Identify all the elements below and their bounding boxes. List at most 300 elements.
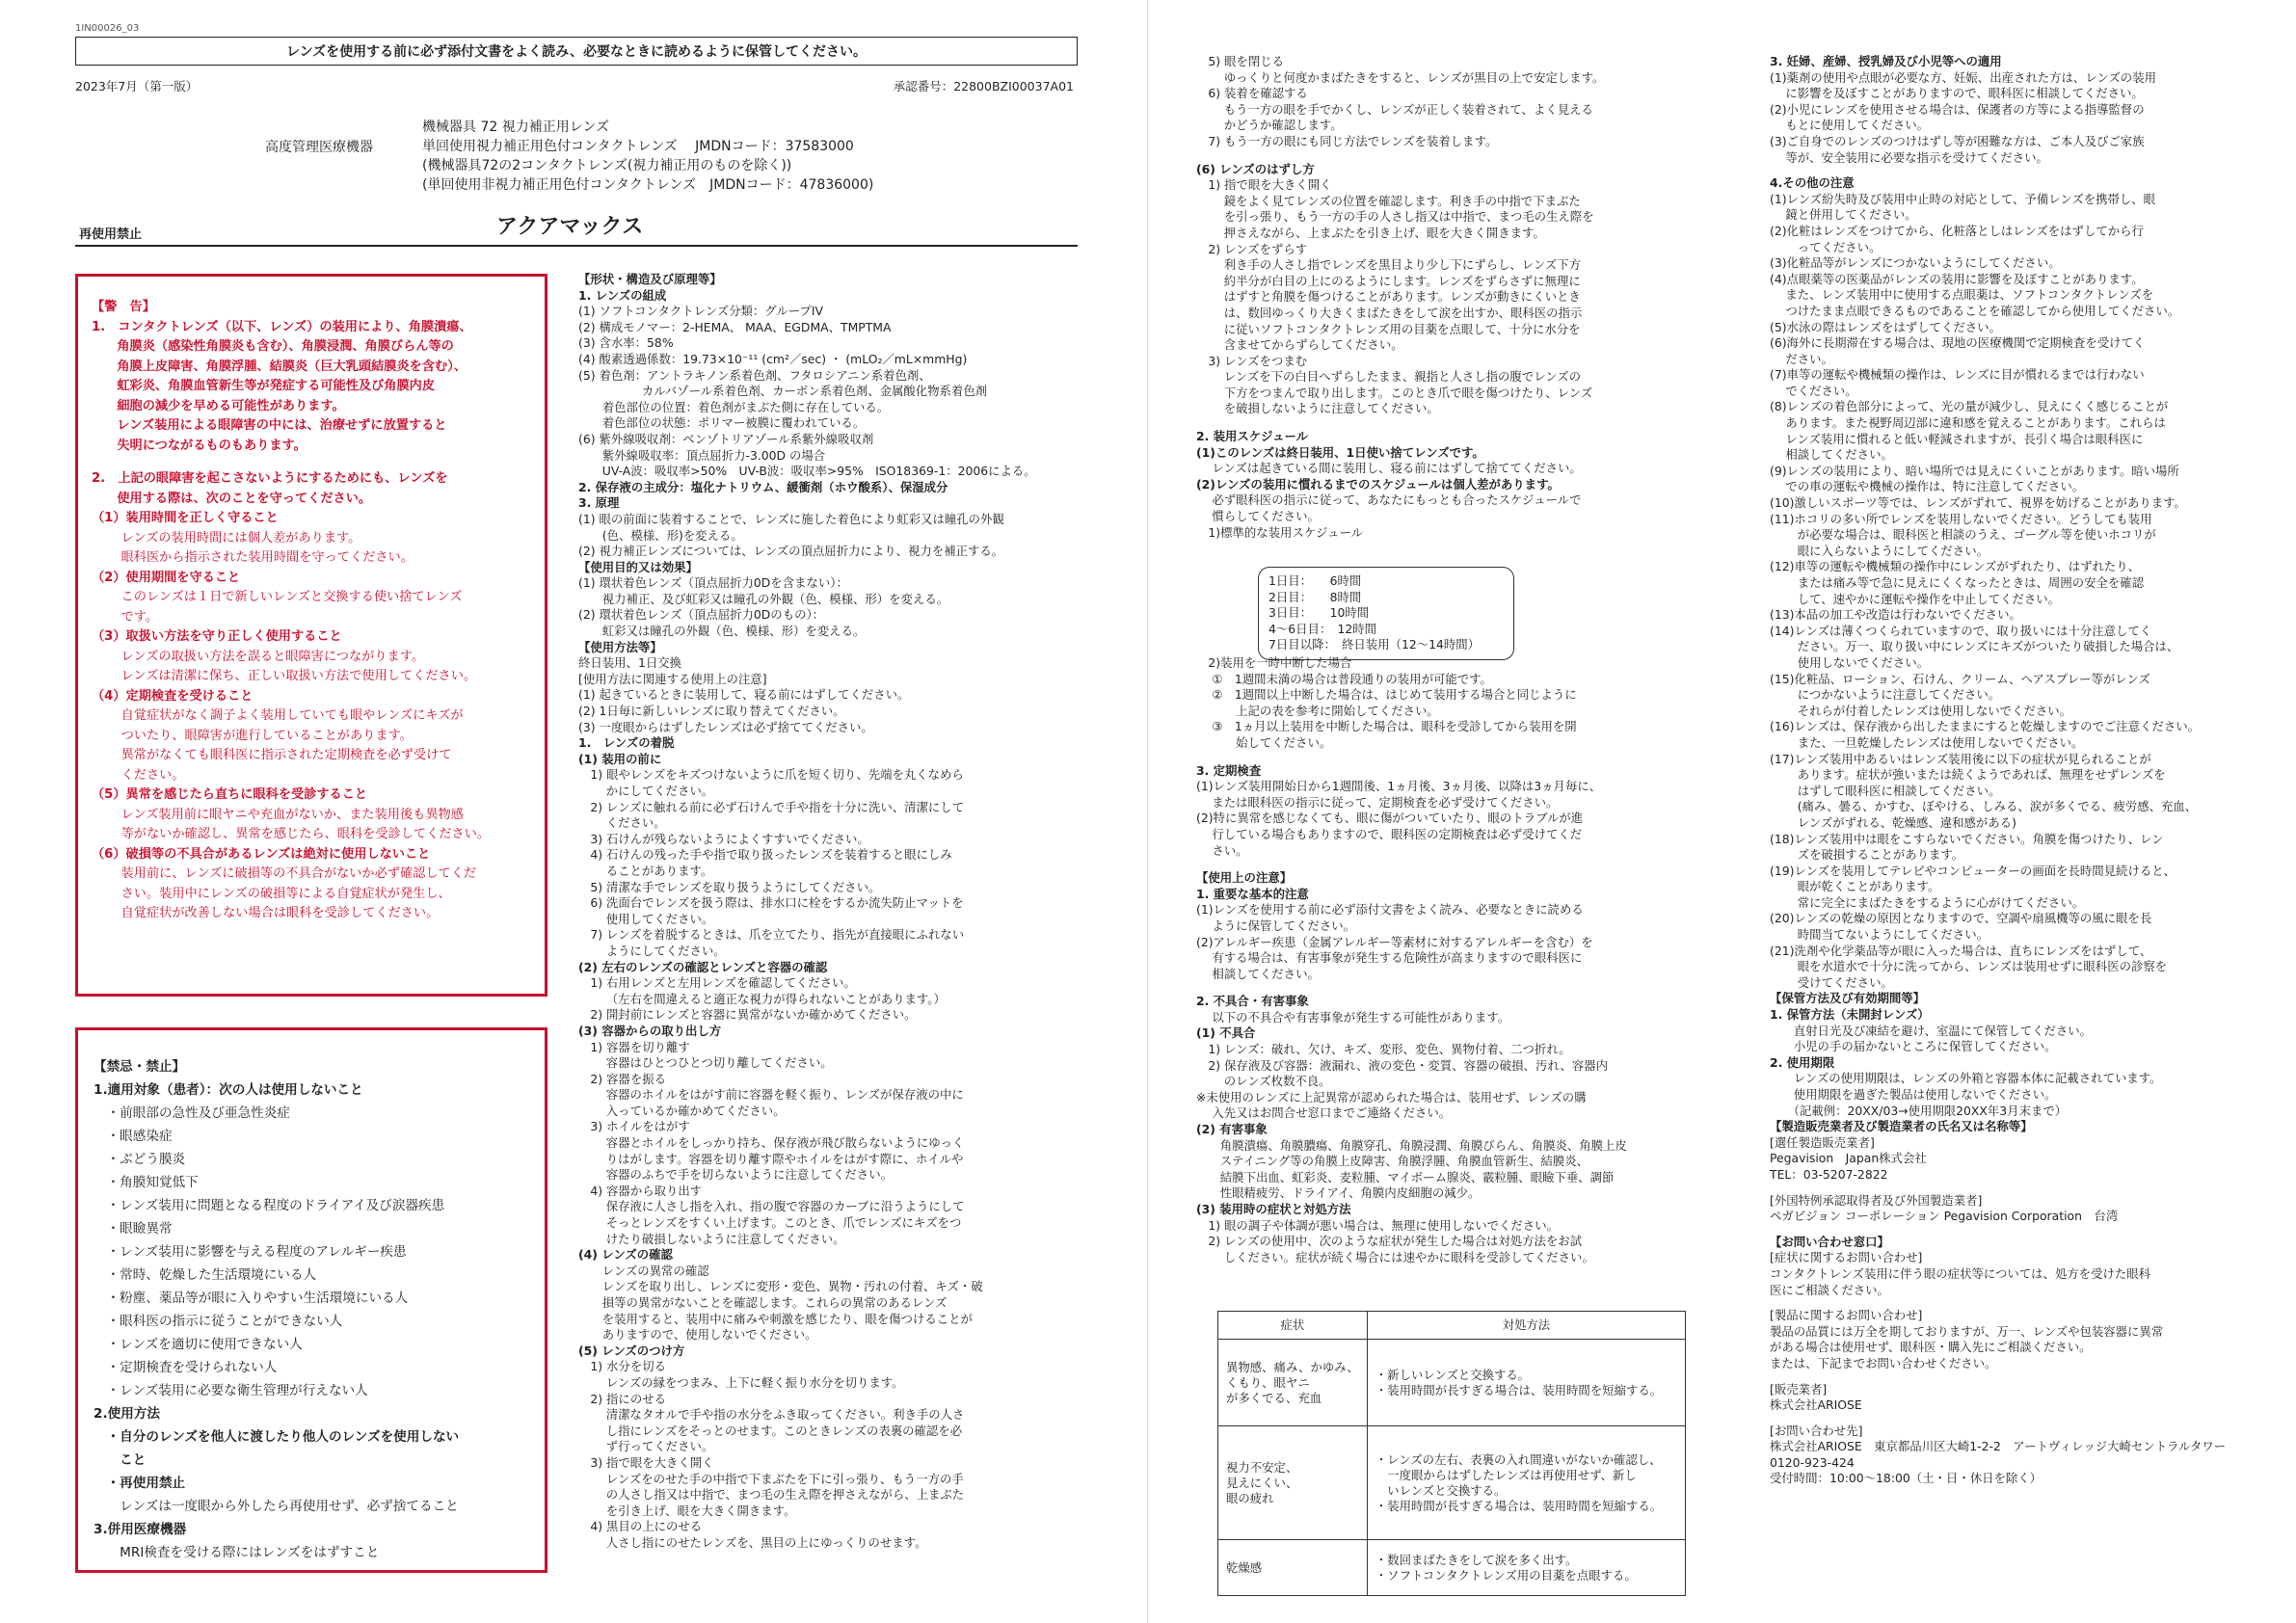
text-line: レンズを下の白目へずらしたまま、親指と人さし指の腹でレンズの: [1196, 369, 1582, 385]
text-line: しください。症状が続く場合には速やかに眼科を受診してください。: [1196, 1249, 1594, 1264]
text-line: 2) 保存液及び容器：液漏れ、液の変色・変質、容器の破損、汚れ、容器内: [1196, 1057, 1609, 1073]
text-line: 1. 重要な基本的注意: [1196, 886, 1309, 901]
text-line: 容器のホイルをはがす前に容器を軽く振り、レンズが保存液の中に: [578, 1087, 964, 1103]
text-line: 【製造販売業者及び製造業者の氏名又は名称等】: [1770, 1119, 2033, 1134]
text-line: （6）破損等の不具合があるレンズは絶対に使用しないこと: [92, 846, 431, 862]
text-line: (10)激しいスポーツ等では、レンズがずれて、視界を妨げることがあります。: [1770, 495, 2186, 511]
text-line: ・眼科医の指示に従うことができない人: [93, 1314, 343, 1329]
text-line: 小児の手の届かないところに保管してください。: [1770, 1039, 2057, 1054]
text-line: かどうか確認します。: [1196, 118, 1343, 133]
text-line: ・レンズ装用に問題となる程度のドライアイ及び涙器疾患: [93, 1198, 445, 1213]
text-line: [お問い合わせ先]: [1770, 1423, 1863, 1438]
text-line: 2) 開封前にレンズと容器に異常がないか確かめてください。: [578, 1007, 917, 1023]
text-line: または痛み等で急に見えにくくなったときは、周囲の安全を確認: [1770, 575, 2145, 590]
device-line: 単回使用視力補正用色付コンタクトレンズ JMDNコード：37583000: [422, 139, 854, 154]
text-line: 1日目： 6時間: [1268, 573, 1362, 588]
text-line: こと: [93, 1452, 147, 1468]
text-line: ようにしてください。: [578, 943, 726, 958]
text-line: もう一方の眼を手でかくし、レンズが正しく装着されて、よく見える: [1196, 101, 1593, 117]
text-line: 2) レンズをずらす: [1196, 241, 1308, 256]
text-line: 始してください。: [1196, 734, 1332, 750]
text-line: 使用する際は、次のことを守ってください。: [92, 491, 372, 506]
text-line: ※未使用のレンズに上記異常が認められた場合は、装用せず、レンズの購: [1196, 1089, 1587, 1104]
text-line: それらが付着したレンズは使用しないでください。: [1770, 703, 2072, 718]
text-line: 眼科医から指示された装用時間を守ってください。: [92, 550, 414, 565]
text-line: (4) 酸素透過係数：19.73×10⁻¹¹ (cm²／sec) ・ (mLO₂／mL×mmHg): [578, 351, 968, 366]
text-line: ・ぶどう膜炎: [93, 1152, 186, 1167]
text-line: (1) 環状着色レンズ（頂点屈折力0Dを含まない）：: [578, 575, 848, 591]
text-line: を破損しないように注意してください。: [1196, 401, 1439, 416]
text-line: ・粉塵、薬品等が眼に入りやすい生活環境にいる人: [93, 1290, 409, 1306]
text-line: 虹彩炎、角膜血管新生等が発症する可能性及び角膜内皮: [92, 379, 436, 393]
text-line: (14)レンズは薄くつくられていますので、取り扱いには十分注意してく: [1770, 623, 2152, 638]
text-line: 3. 原理: [578, 495, 620, 511]
text-line: (12)車等の運転や機械類の操作中にレンズがずれたり、はずれたり、: [1770, 559, 2141, 574]
text-line: 3. 妊婦、産婦、授乳婦及び小児等への適用: [1770, 54, 2002, 68]
text-line: 自覚症状が改善しない場合は眼科を受診してください。: [92, 906, 440, 920]
text-line: (2)小児にレンズを使用させる場合は、保護者の方等による指導監督の: [1770, 101, 2145, 117]
text-line: (3)化粧品等がレンズにつかないようにしてください。: [1770, 255, 2061, 271]
text-line: 失明につながるものもあります。: [92, 438, 307, 453]
device-line: 機械器具 72 視力補正用レンズ: [422, 120, 609, 135]
text-line: 2. 不具合・有害事象: [1196, 994, 1309, 1009]
column-3-top: [1196, 54, 1604, 541]
text-line: 2. 使用期限: [1770, 1054, 1835, 1070]
text-line: UV-A波：吸収率>50% UV-B波：吸収率>95% ISO18369-1：2006による。: [578, 464, 1036, 479]
text-line: 眼に入らないようにしてください。: [1770, 543, 1989, 558]
text-line: または、下記までお問い合わせください。: [1770, 1355, 1997, 1370]
text-line: 【使用目的又は効果】: [578, 559, 698, 574]
text-line: 2) レンズに触れる前に必ず石けんで手や指を十分に洗い、清潔にして: [578, 799, 965, 814]
warning-box: [75, 274, 547, 997]
text-line: 1)標準的な装用スケジュール: [1196, 524, 1364, 540]
text-line: 必ず眼科医の指示に従って、あなたにもっとも合ったスケジュールで: [1196, 492, 1582, 508]
text-line: 結膜下出血、虹彩炎、麦粒腫、マイボーム腺炎、霰粒腫、眼瞼下垂、調節: [1196, 1169, 1615, 1184]
text-line: ② 1週間以上中断した場合は、はじめて装用する場合と同じように: [1196, 687, 1577, 703]
text-line: あります。症状が強いまたは続くようであれば、無理をせずレンズを: [1770, 767, 2166, 783]
text-line: [1770, 1225, 2226, 1235]
text-line: レンズの縁をつまみ、上下に軽く振り水分を切ります。: [578, 1374, 904, 1390]
text-line: かにしてください。: [578, 784, 714, 798]
text-line: （1）装用時間を正しく守ること: [92, 511, 279, 525]
text-line: 虹彩又は瞳孔の外観（色、模様、形）を変える。: [578, 624, 866, 639]
text-line: 容器とホイルをしっかり持ち、保存液が飛び散らないようにゆっく: [578, 1135, 965, 1151]
left-page: [0, 0, 1147, 1623]
text-line: ・レンズを適切に使用できない人: [93, 1337, 303, 1352]
text-line: (2)化粧はレンズをつけてから、化粧落としはレンズをはずしてから行: [1770, 223, 2144, 238]
schedule-box: [1258, 567, 1514, 660]
text-line: ありますので、使用しないでください。: [578, 1327, 817, 1343]
text-line: (3)ご自身でのレンズのつけはずし等が困難な方は、ご本人及びご家族: [1770, 133, 2145, 148]
text-line: [1770, 166, 2226, 175]
text-line: は、数回ゆっくり大きくまばたきをして涙を出すか、眼科医の指示: [1196, 305, 1583, 320]
text-line: コンタクトレンズ装用に伴う眼の症状等については、処方を受けた眼科: [1770, 1265, 2151, 1281]
text-line: (1) 装用の前に: [578, 751, 662, 766]
text-line: 終日装用、1日交換: [578, 655, 682, 671]
text-line: カルバゾール系着色剤、カーボン系着色剤、金属酸化物系着色剤: [578, 384, 988, 399]
text-line: 7日目以降： 終日装用（12～14時間）: [1268, 637, 1481, 652]
text-line: (2)特に異常を感じなくても、眼に傷がついていたり、眼のトラブルが進: [1196, 811, 1584, 826]
text-line: (16)レンズは、保存液から出したままにすると乾燥しますのでご注意ください。: [1770, 719, 2201, 734]
text-line: レンズの異常の確認: [578, 1263, 709, 1278]
text-line: 損等の異常がないことを確認します。これらの異常のあるレンズ: [578, 1295, 948, 1310]
text-line: 4) 石けんの残った手や指で取り扱ったレンズを装着すると眼にしみ: [578, 847, 952, 863]
text-line: 行している場合もありますので、眼科医の定期検査は必ず受けてくだ: [1196, 826, 1583, 841]
text-line: 2. 保存液の主成分：塩化ナトリウム、緩衝剤（ホウ酸系）、保湿成分: [578, 479, 948, 494]
text-line: [1770, 1372, 2226, 1382]
reuse-prohibited: 再使用禁止: [79, 227, 143, 242]
text-line: (色、模様、形)を変える。: [578, 527, 743, 543]
text-line: (5)水泳の際はレンズをはずしてください。: [1770, 319, 2001, 334]
text-line: TEL：03-5207-2822: [1770, 1166, 1888, 1182]
text-line: 眼を水道水で十分に洗ってから、レンズは装用せずに眼科医の診察を: [1770, 959, 2168, 974]
text-line: 着色部位の状態：ポリマー被膜に覆われている。: [578, 415, 866, 431]
text-line: (3) 装用時の症状と対処方法: [1196, 1202, 1351, 1216]
text-line: （左右を間違えると適正な視力が得られないことがあります。）: [578, 991, 946, 1006]
text-line: 7) レンズを着脱するときは、爪を立てたり、指先が直接眼にふれない: [578, 927, 965, 943]
text-line: つけたまま点眼できるものであることを確認してから使用してください。: [1770, 303, 2180, 318]
text-line: 3) ホイルをはがす: [578, 1119, 690, 1134]
text-line: 2.使用方法: [93, 1406, 160, 1422]
text-line: 1. レンズの組成: [578, 287, 667, 303]
text-line: 人さし指にのせたレンズを、黒目の上にゆっくりのせます。: [578, 1534, 927, 1550]
text-line: このレンズは１日で新しいレンズと交換する使い捨てレンズ: [92, 590, 463, 604]
issue-date: 2023年7月（第一版）: [75, 79, 199, 93]
text-line: (1)薬剤の使用や点眼が必要な方、妊娠、出産された方は、レンズの装用: [1770, 69, 2156, 85]
text-line: レンズ装用に慣れると低い軽減されますが、長引く場合は眼科医に: [1770, 431, 2144, 446]
column-2: [578, 272, 1036, 1552]
text-line: して、速やかに運転や操作を中止してください。: [1770, 591, 2061, 606]
text-line: (6) レンズのはずし方: [1196, 161, 1315, 176]
text-line: はずすと角膜を傷つけることがあります。レンズが動きにくいとき: [1196, 289, 1581, 305]
text-line: ・再使用禁止: [93, 1476, 186, 1491]
text-line: ・眼瞼異常: [93, 1221, 173, 1237]
text-line: 容器のふちで手を切らないように注意してください。: [578, 1167, 893, 1183]
text-line: レンズ装用前に眼ヤニや充血がないか、また装用後も異物感: [92, 807, 464, 822]
text-line: 下方をつまんで取り出します。このとき爪で眼を傷つけたり、レンズ: [1196, 385, 1593, 400]
text-line: ください。: [578, 815, 666, 831]
text-line: 0120-923-424: [1770, 1454, 1855, 1470]
text-line: 医にご相談ください。: [1770, 1282, 1889, 1297]
text-line: (5) レンズのつけ方: [578, 1343, 685, 1358]
text-line: ペガビジョン コーポレーション Pegavision Corporation 台湾: [1770, 1209, 2119, 1224]
text-line: あります。また視野周辺部に違和感を覚えることがあります。これらは: [1770, 415, 2166, 431]
text-line: 4～6日目： 12時間: [1268, 621, 1377, 636]
column-4: [1770, 54, 2226, 1487]
text-line: [選任製造販売業者]: [1770, 1134, 1875, 1150]
text-line: (3) 一度眼からはずしたレンズは必ず捨ててください。: [578, 719, 873, 734]
text-line: 眼が乾くことがあります。: [1770, 879, 1940, 894]
text-line: 1) 眼の調子や体調が悪い場合は、無理に使用しないでください。: [1196, 1217, 1559, 1233]
action-cell: ・新しいレンズと交換する。 ・装用時間が長すぎる場合は、装用時間を短縮する。: [1367, 1340, 1685, 1426]
text-line: （2）使用期間を守ること: [92, 570, 241, 585]
text-line: (1)このレンズは終日装用、1日使い捨てレンズです。: [1196, 444, 1484, 460]
text-line: に影響を及ぼすことがありますので、眼科医に相談してください。: [1770, 86, 2144, 101]
text-line: (6)海外に長期滞在する場合は、現地の医療機関で定期検査を受けてく: [1770, 335, 2146, 351]
text-line: 2) 容器を振る: [578, 1071, 666, 1086]
text-line: 使用してください。: [578, 911, 714, 926]
text-line: 保存液に人さし指を入れ、指の腹で容器のカーブに沿うようにして: [578, 1199, 965, 1214]
text-line: 角膜潰瘍、角膜膿瘍、角膜穿孔、角膜浸潤、角膜びらん、角膜炎、角膜上皮: [1196, 1137, 1627, 1153]
class-label: 高度管理医療機器: [265, 140, 373, 155]
text-line: (2)レンズの装用に慣れるまでのスケジュールは個人差があります。: [1196, 476, 1560, 492]
text-line: を引っ張り、もう一方の手の人さし指又は中指で、まつ毛の生え際を: [1196, 209, 1594, 225]
approval-number: 承認番号：22800BZI00037A01: [893, 79, 1074, 93]
text-line: 含ませてからずらしてください。: [1196, 337, 1403, 353]
text-line: ・眼感染症: [93, 1129, 173, 1144]
text-line: そっとレンズをすくい上げます。このとき、爪でレンズにキズをつ: [578, 1215, 962, 1231]
action-cell: ・数回まばたきをして涙を多く出す。 ・ソフトコンタクトレンズ用の目薬を点眼する。: [1367, 1540, 1685, 1596]
text-line: 3) レンズをつまむ: [1196, 353, 1308, 368]
text-line: ように保管してください。: [1196, 918, 1356, 933]
warning-content: [92, 298, 490, 924]
text-line: 直射日光及び凍結を避け、室温にて保管してください。: [1770, 1023, 2093, 1038]
text-line: [症状に関するお問い合わせ]: [1770, 1250, 1923, 1265]
text-line: ③ 1ヵ月以上装用を中断した場合は、眼科を受診してから装用を開: [1196, 719, 1577, 734]
text-line: 【使用方法等】: [578, 639, 662, 654]
text-line: に従いソフトコンタクトレンズ用の目薬を点眼して、十分に水分を: [1196, 321, 1581, 336]
text-line: レンズは清潔に保ち、正しい取扱い方法で使用してください。: [92, 669, 477, 683]
contraindication-content: [93, 1055, 459, 1564]
text-line: 6) 洗面台でレンズを扱う際は、排水口に栓をするか流失防止マットを: [578, 895, 964, 911]
text-line: (2)アレルギー疾患（金属アレルギー等素材に対するアレルギーを含む）を: [1196, 934, 1593, 949]
text-line: ず行ってください。: [578, 1439, 714, 1454]
device-line: (単回使用非視力補正用色付コンタクトレンズ JMDNコード：47836000): [422, 177, 874, 193]
text-line: 2. 上記の眼障害を起こさないようにするためにも、レンズを: [92, 471, 448, 486]
text-line: 入先又はお問合せ窓口までご連絡ください。: [1196, 1105, 1452, 1121]
text-line: はずして眼科医に相談してください。: [1770, 783, 2001, 798]
text-line: (17)レンズ装用中あるいはレンズ装用後に以下の症状が見られることが: [1770, 751, 2151, 766]
text-line: (1) 起きているときに装用して、寝る前にはずしてください。: [578, 687, 910, 703]
text-line: 2) 指にのせる: [578, 1391, 666, 1406]
text-line: [1196, 752, 1627, 763]
text-line: ・常時、乾燥した生活環境にいる人: [93, 1267, 317, 1283]
text-line: [1196, 859, 1627, 870]
text-line: 【使用上の注意】: [1196, 870, 1293, 886]
text-line: 慣らしてください。: [1196, 509, 1320, 524]
contraindication-box: [75, 1027, 547, 1573]
text-line: 3.併用医療機器: [93, 1522, 187, 1537]
text-line: (3) 含水率：58%: [578, 335, 674, 351]
text-line: 受付時間：10:00～18:00（土・日・休日を除く）: [1770, 1471, 2042, 1486]
text-line: (20)レンズの乾燥の原因となりますので、空調や扇風機等の風に眼を長: [1770, 911, 2152, 926]
text-line: りはがします。容器を切り離す際やホイルをはがす際に、ホイルや: [578, 1151, 964, 1166]
text-line: 装用前に、レンズに破損等の不具合がないか必ず確認してくだ: [92, 866, 477, 881]
text-line: レンズは一度眼から外したら再使用せず、必ず捨てること: [93, 1499, 459, 1514]
text-line: レンズ装用による眼障害の中には、治療せずに放置すると: [92, 418, 447, 433]
text-line: [使用方法に関連する使用上の注意]: [578, 671, 767, 686]
text-line: 2日目： 8時間: [1268, 589, 1362, 604]
text-line: (5) 着色剤：アントラキノン系着色剤、フタロシアニン系着色剤、: [578, 367, 931, 383]
text-line: がある場合は使用せず、眼科医・購入先にご相談ください。: [1770, 1340, 2092, 1355]
text-line: （5）異常を感じたら直ちに眼科を受診すること: [92, 787, 368, 802]
warning-title: 【警 告】: [92, 300, 155, 314]
right-page: [1148, 0, 2296, 1623]
text-line: (11)ホコリの多い所でレンズを装用しないでください。どうしても装用: [1770, 511, 2152, 526]
text-line: につかないように注意してください。: [1770, 687, 2001, 703]
text-line: 製品の品質には万全を期しておりますが、万一、レンズや包装容器に異常: [1770, 1323, 2164, 1339]
text-line: 5) 清潔な手でレンズを取り扱うようにしてください。: [578, 879, 881, 894]
text-line: さい。: [1196, 842, 1248, 858]
text-line: 【保管方法及び有効期間等】: [1770, 991, 1926, 1006]
text-line: 等が、安全装用に必要な指示を受けてください。: [1770, 149, 2048, 165]
doc-code: 1IN00026_03: [75, 23, 140, 34]
text-line: レンズの取扱い方法を誤ると眼障害につながります。: [92, 649, 425, 664]
text-line: 常に完全にまばたきをするように心がけてください。: [1770, 894, 2085, 910]
text-line: ・レンズ装用に影響を与える程度のアレルギー疾患: [93, 1244, 407, 1260]
text-line: 細胞の減少を早める可能性があります。: [92, 398, 345, 413]
device-line: (機械器具72の2コンタクトレンズ(視力補正用のものを除く)): [422, 158, 792, 173]
text-line: ・自分のレンズを他人に渡したり他人のレンズを使用しない: [93, 1429, 460, 1445]
text-line: ・レンズ装用に必要な衛生管理が行えない人: [93, 1383, 368, 1398]
text-line: 等がないか確認し、異常を感じたら、眼科を受診してください。: [92, 827, 491, 841]
text-line: (痛み、曇る、かすむ、ぼやける、しみる、涙が多くでる、疲労感、充血、: [1770, 799, 2198, 814]
text-line: [1770, 1414, 2226, 1423]
text-line: 【お問い合わせ窓口】: [1770, 1234, 1889, 1249]
text-line: レンズがずれる、乾燥感、違和感がある): [1770, 814, 2016, 830]
text-line: Pegavision Japan株式会社: [1770, 1151, 1927, 1166]
text-line: 3. 定期検査: [1196, 762, 1262, 778]
text-line: レンズは起きている間に装用し、寝る前にはずして捨ててください。: [1196, 461, 1582, 476]
text-line: し指にレンズをそっとのせます。このときレンズの表裏の確認を必: [578, 1423, 963, 1438]
text-line: ズを破損することがあります。: [1770, 847, 1964, 863]
text-line: ステイニング等の角膜上皮障害、角膜浮腫、角膜血管新生、結膜炎、: [1196, 1154, 1589, 1169]
text-line: 容器はひとつひとつ切り離してください。: [578, 1055, 833, 1071]
text-line: さい。装用中にレンズの破損等による自覚症状が発生し、: [92, 886, 451, 901]
text-line: [外国特例承認取得者及び外国製造業者]: [1770, 1192, 1983, 1208]
text-line: (1) 不具合: [1196, 1025, 1256, 1041]
text-line: 【禁忌・禁止】: [93, 1059, 186, 1075]
text-line: もとに使用してください。: [1770, 118, 1930, 133]
text-line: 【形状・構造及び原理等】: [578, 272, 722, 286]
text-line: (2) 左右のレンズの確認とレンズと容器の確認: [578, 959, 828, 974]
text-line: ってください。: [1770, 239, 1882, 254]
text-line: (1)レンズ装用開始日から1週間後、1ヵ月後、3ヵ月後、以降は3ヵ月毎に、: [1196, 779, 1602, 794]
text-line: （4）定期検査を受けること: [92, 688, 254, 704]
text-line: 自覚症状がなく調子よく装用していても眼やレンズにキズが: [92, 708, 464, 723]
text-line: のレンズ枚数不良。: [1196, 1074, 1331, 1089]
text-line: (18)レンズ装用中は眼をこすらないでください。角膜を傷つけたり、レン: [1770, 831, 2164, 846]
text-line: 7) もう一方の眼にも同じ方法でレンズを装着します。: [1196, 133, 1498, 148]
text-line: 2) レンズの使用中、次のような症状が発生した場合は対処方法をお試: [1196, 1234, 1583, 1249]
text-line: 相談してください。: [1196, 966, 1320, 981]
text-line: または眼科医の指示に従って、定期検査を必ず受けてください。: [1196, 794, 1559, 810]
text-line: でください。: [1770, 383, 1857, 398]
text-line: ゆっくりと何度かまばたきをすると、レンズが黒目の上で安定します。: [1196, 69, 1605, 85]
text-line: 受けてください。: [1770, 974, 1893, 990]
text-line: また、レンズ装用中に使用する点眼薬は、ソフトコンタクトレンズを: [1770, 287, 2154, 303]
text-line: ・前眼部の急性及び亜急性炎症: [93, 1105, 290, 1121]
text-line: ださい。万一、取り扱い中にレンズにキズがついたり破損した場合は、: [1770, 639, 2179, 654]
text-line: (2) 有害事象: [1196, 1122, 1268, 1137]
text-line: 角膜上皮障害、角膜浮腫、結膜炎（巨大乳頭結膜炎を含む）、: [92, 359, 467, 374]
text-line: 1) 水分を切る: [578, 1359, 666, 1374]
text-line: (1)レンズ紛失時及び装用中止時の対応として、予備レンズを携帯し、眼: [1770, 191, 2156, 206]
text-line: レンズの使用期限は、レンズの外箱と容器本体に記載されています。: [1770, 1071, 2162, 1086]
text-line: を引き上げ、眼を大きく開きます。: [578, 1503, 796, 1518]
column-3-bottom: [1196, 655, 1627, 1265]
text-line: [販売業者]: [1770, 1381, 1828, 1397]
text-line: (3) 容器からの取り出し方: [578, 1023, 722, 1038]
notice-box: [75, 37, 1078, 66]
text-line: ① 1週間未満の場合は普段通りの装用が可能です。: [1196, 671, 1492, 686]
text-line: ることがあります。: [578, 863, 713, 878]
text-line: (2) 環状着色レンズ（頂点屈折力0Dのもの）：: [578, 607, 825, 623]
symptom-header: 症状: [1218, 1312, 1368, 1340]
text-line: 1) 右用レンズと左用レンズを確認してください。: [578, 975, 856, 991]
title-rule: [75, 245, 1078, 247]
text-line: 1) レンズ：破れ、欠け、キズ、変形、変色、異物付着、二つ折れ。: [1196, 1042, 1571, 1057]
text-line: [製品に関するお問い合わせ]: [1770, 1308, 1923, 1323]
text-line: (8)レンズの着色部分によって、光の量が減少し、見えにくく感じることが: [1770, 399, 2169, 414]
text-line: 清潔なタオルで手や指の水分をふき取ってください。利き手の人さ: [578, 1407, 965, 1423]
text-line: 角膜炎（感染性角膜炎も含む）、角膜浸潤、角膜びらん等の: [92, 339, 454, 354]
text-line: 鏡と併用してください。: [1770, 207, 1917, 223]
text-line: 4.その他の注意: [1770, 175, 1855, 191]
text-line: (4) レンズの確認: [578, 1247, 673, 1263]
text-line: (6) 紫外線吸収剤：ベンゾトリアゾール系紫外線吸収剤: [578, 431, 874, 446]
text-line: [1196, 150, 1604, 162]
text-line: 1) 指で眼を大きく開く: [1196, 177, 1332, 193]
symptom-cell: 視力不安定、 見えにくい、 眼の疲れ: [1218, 1426, 1368, 1540]
text-line: (4)点眼薬等の医薬品がレンズの装用に影響を及ぼすことがあります。: [1770, 271, 2144, 286]
text-line: [92, 456, 490, 469]
text-line: レンズをのせた手の中指で下まぶたを下に引っ張り、もう一方の手: [578, 1471, 964, 1486]
text-line: 時間当てないようにしてください。: [1770, 927, 1989, 943]
text-line: 4) 黒目の上にのせる: [578, 1519, 703, 1534]
symptom-cell: 乾燥感: [1218, 1540, 1368, 1596]
text-line: (1) ソフトコンタクトレンズ分類：グループIV: [578, 304, 823, 319]
text-line: を装用すると、装用中に痛みや刺激を感じたり、眼を傷つけることが: [578, 1311, 973, 1326]
text-line: 以下の不具合や有害事象が発生する可能性があります。: [1196, 1009, 1510, 1024]
text-line: 性眼精疲労、ドライアイ、角膜内皮細胞の減少。: [1196, 1185, 1481, 1201]
text-line: (9)レンズの装用により、暗い場所では見えにくいことがあります。暗い場所: [1770, 463, 2179, 478]
symptom-cell: 異物感、痛み、かゆみ、 くもり、眼ヤニ が多くでる、充血: [1218, 1340, 1368, 1426]
text-line: 2. 装用スケジュール: [1196, 429, 1309, 444]
text-line: 相談してください。: [1770, 447, 1893, 463]
text-line: 1. レンズの着脱: [578, 735, 675, 751]
text-line: 紫外線吸収率：頂点屈折力-3.00D の場合: [578, 447, 826, 463]
text-line: 有する場合は、有害事象が発生する危険性が高まりますので眼科医に: [1196, 950, 1583, 966]
text-line: [1770, 1298, 2226, 1308]
text-line: 視力補正、及び虹彩又は瞳孔の外観（色、模様、形）を変える。: [578, 591, 949, 606]
text-line: 2)装用を一時中断した場合: [1196, 655, 1352, 670]
text-line: 株式会社ARIOSE 東京都品川区大崎1-2-2 アートヴィレッジ大崎セントラルタワー: [1770, 1439, 2227, 1454]
text-line: での車の運転や機械の操作は、特に注意してください。: [1770, 479, 2085, 494]
text-line: の人さし指又は中指で、まつ毛の生え際を押さえながら、上まぶた: [578, 1487, 965, 1503]
text-line: 4) 容器から取り出す: [578, 1183, 703, 1198]
text-line: ください。: [92, 767, 185, 783]
text-line: です。: [92, 609, 159, 625]
text-line: 使用しないでください。: [1770, 654, 1930, 670]
text-line: ・角膜知覚低下: [93, 1175, 199, 1190]
text-line: 使用期限を過ぎた製品は使用しないでください。: [1770, 1087, 2057, 1102]
text-line: ・定期検査を受けられない人: [93, 1360, 278, 1375]
text-line: (7)車等の運転や機械類の操作は、レンズに目が慣れるまでは行わない: [1770, 367, 2145, 383]
text-line: 1.適用対象（患者）：次の人は使用しないこと: [93, 1082, 363, 1098]
text-line: 上記の表を参考に開始してください。: [1196, 703, 1439, 718]
device-info: [422, 118, 873, 195]
notice-text: レンズを使用する前に必ず添付文書をよく読み、必要なときに読めるように保管してください。: [285, 44, 868, 60]
text-line: MRI検査を受ける際にはレンズをはずすこと: [93, 1545, 380, 1560]
text-line: (2) 構成モノマー：2-HEMA、 MAA、EGDMA、TMPTMA: [578, 319, 892, 334]
text-line: 3) 石けんが残らないようによくすすいでください。: [578, 831, 869, 846]
text-line: 着色部位の位置：着色剤がまぶた側に存在している。: [578, 399, 890, 414]
text-line: 3日目： 10時間: [1268, 605, 1370, 621]
text-line: 入っているか確かめてください。: [578, 1103, 786, 1118]
symptom-table: [1217, 1311, 1686, 1596]
text-line: 約半分が白目の上にのるようにします。レンズをずらさずに無理に: [1196, 273, 1581, 288]
